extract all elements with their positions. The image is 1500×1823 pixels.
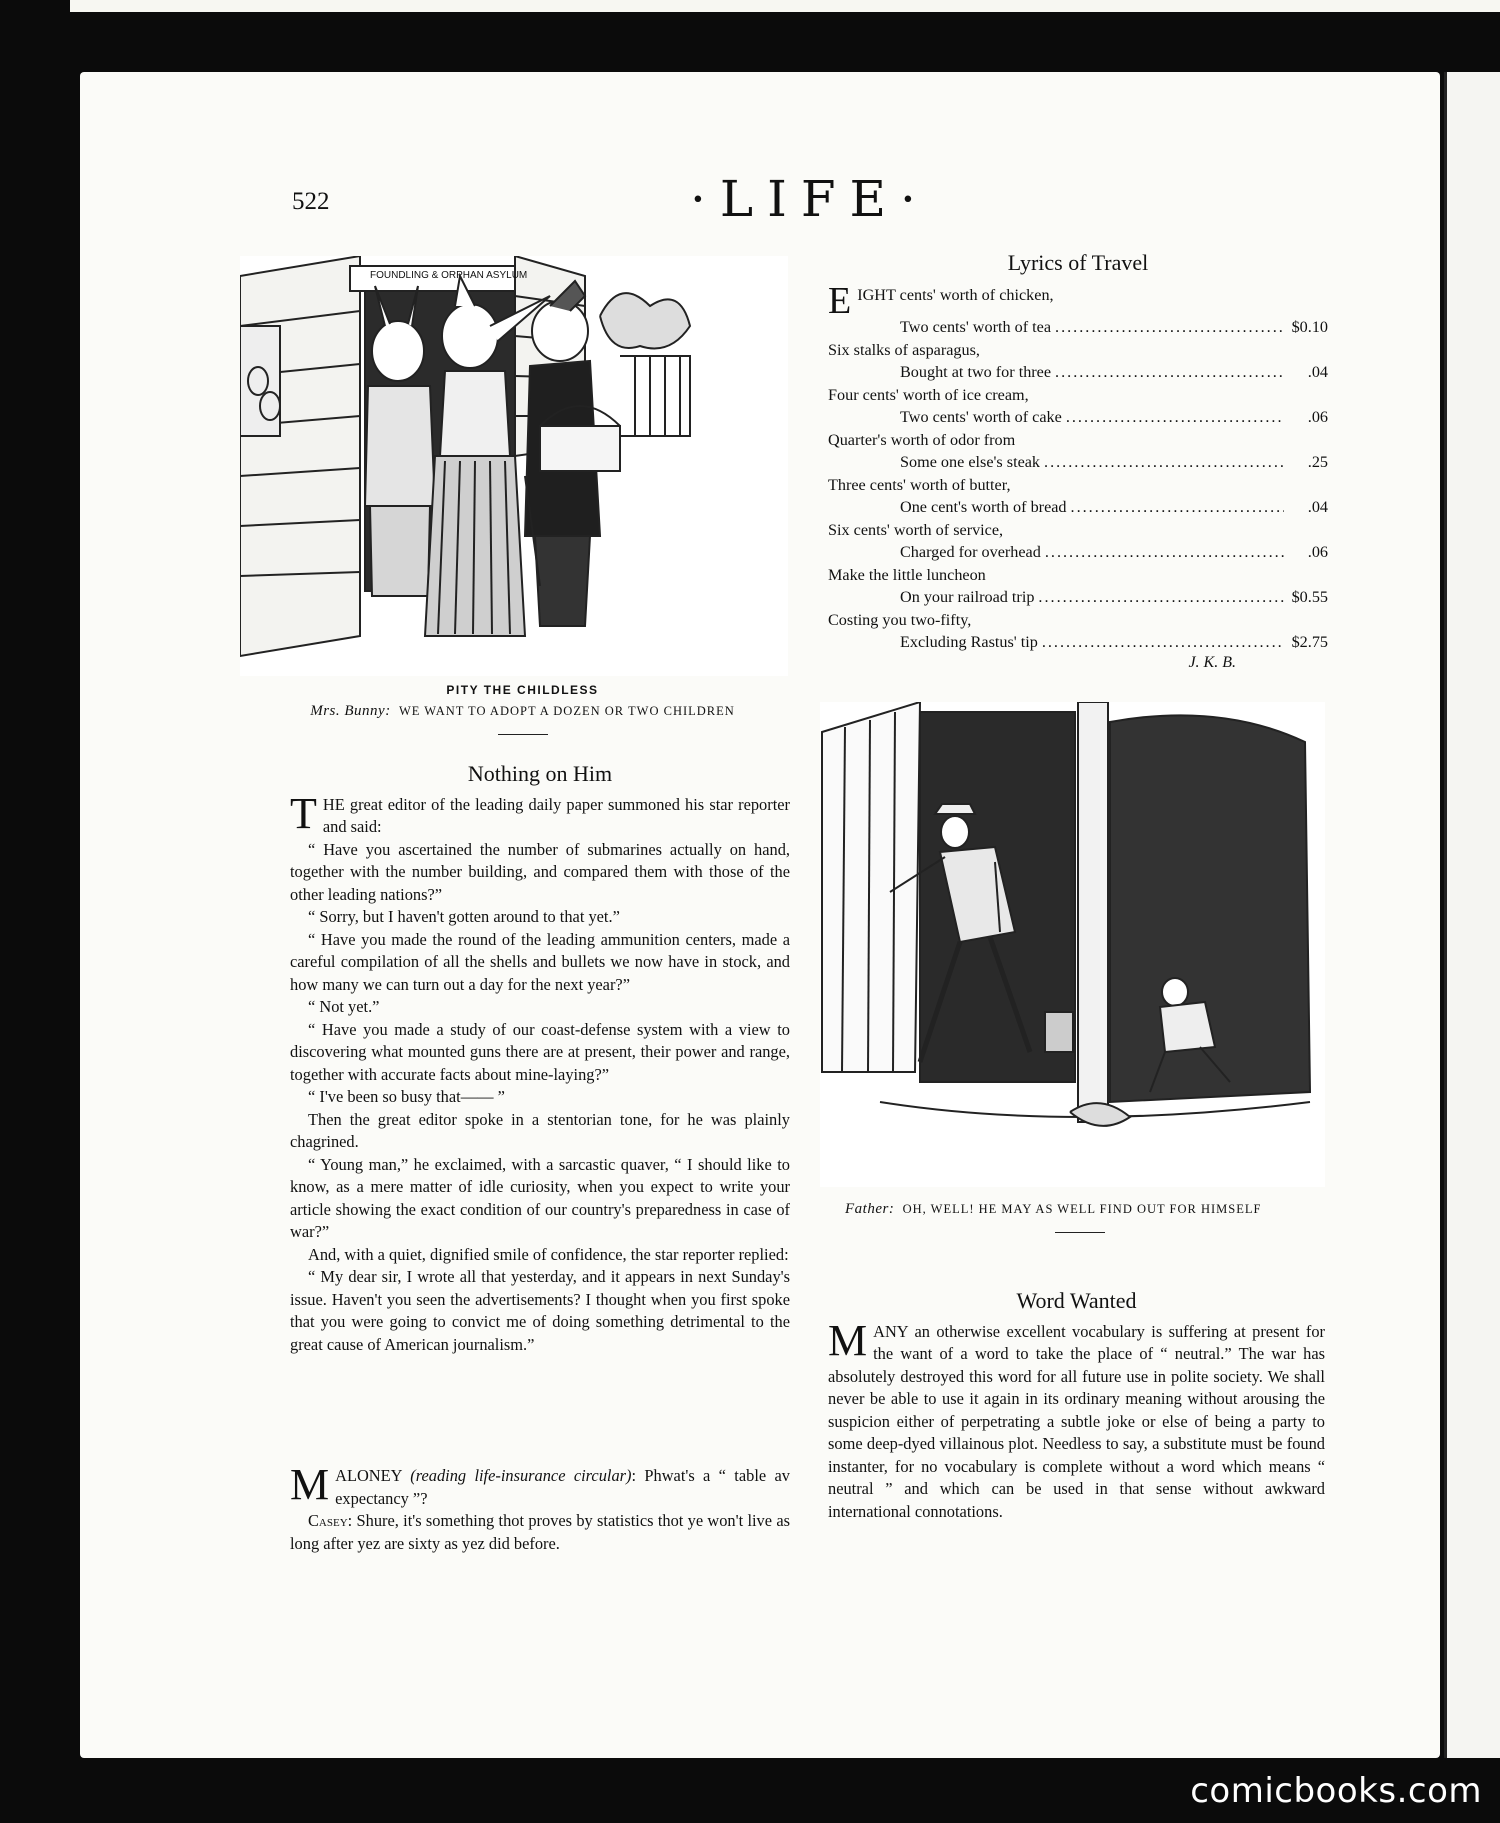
verse-line [828, 519, 1328, 542]
dropcap-letter: E [828, 280, 852, 322]
paragraph: “ Have you made a study of our coast-defense system with a view to discovering what mounted guns there are at present, their power and range, together with accurate facts about mine-laying?” [290, 1019, 790, 1084]
leader-dots [1071, 496, 1284, 519]
nothing-on-him-headline: Nothing on Him [467, 761, 613, 786]
verse-text: Make the little luncheon [828, 565, 986, 584]
paragraph: ANY an otherwise excellent vocabulary is suffering at present for the want of a word to take the place of “ neutral.” The war has absolutely destroyed this word for all future use in polite society. We shall never be able to use it again in its ordinary meaning without arousing the suspicion either of perpetrating a subtle joke or else of being a party to some deep-dyed villainous plot. Needless to say, a substitute must be found instanter, for no vocabulary is complete without a word which means “ neutral ” and which can be used in that sense without awkward international connotations. [828, 1321, 1325, 1521]
maloney-line: : Phwat's a “ table av expectancy ”? [335, 1466, 790, 1508]
verse-line [828, 406, 1328, 429]
lyrics-headline: Lyrics of Travel [1007, 250, 1149, 275]
leader-dots [1045, 541, 1284, 564]
paragraph: “ Have you made the round of the leading ammunition centers, made a careful compilation of all the shells and bullets we now have in stock, and how many we can turn out a day for the next year?” [290, 929, 790, 994]
verse-text: Some one else's steak [900, 453, 1041, 471]
paragraph: “ Not yet.” [308, 997, 380, 1016]
verse-text: Six cents' worth of service, [828, 520, 1004, 539]
bunny-caption-speaker: Mrs. Bunny: [310, 703, 391, 719]
paragraph: HE great editor of the leading daily paper summoned his star reporter and said: [322, 794, 790, 836]
father-caption-dialogue: OH, WELL! HE MAY AS WELL FIND OUT FOR HIMSELF [902, 1202, 1262, 1216]
verse-line [828, 316, 1328, 339]
dropcap-letter: M [828, 1315, 868, 1365]
verse-text: Charged for overhead [900, 543, 1041, 561]
bunny-caption-dialogue: WE WANT TO ADOPT A DOZEN OR TWO CHILDREN [398, 704, 735, 718]
verse-text: Two cents' worth of cake [900, 408, 1062, 426]
maloney-joke [290, 1460, 790, 1555]
father-cartoon-caption [845, 1195, 1315, 1247]
divider-rule [1055, 1232, 1105, 1233]
verse-price: $0.55 [1291, 588, 1328, 606]
verse-line [828, 339, 1328, 362]
verse-price: .06 [1307, 543, 1328, 561]
verse-price: .25 [1307, 453, 1328, 471]
verse-line [828, 631, 1328, 654]
masthead-title: ·LIFE· [690, 170, 930, 228]
verse-text: Bought at two for three [900, 363, 1052, 381]
dropcap-letter: M [290, 1460, 330, 1509]
paragraph: “ I've been so busy that—— ” [308, 1087, 505, 1106]
verse-price: .04 [1307, 498, 1328, 516]
casey-speaker: Casey [308, 1511, 348, 1530]
paragraph: “ Have you ascertained the number of submarines actually on hand, together with the number building, and compared them with those of the other leading nations?” [290, 839, 790, 904]
leader-dots [1042, 631, 1284, 654]
verse-line [828, 586, 1328, 609]
verse-line [828, 361, 1328, 384]
leader-dots [1055, 361, 1284, 384]
word-wanted-headline: Word Wanted [1016, 1288, 1137, 1313]
asylum-sign-text: FOUNDLING & ORPHAN ASYLUM [370, 270, 528, 281]
poem-signature: J. K. B. [1188, 653, 1236, 671]
leader-dots [1055, 316, 1284, 339]
paragraph: And, with a quiet, dignified smile of confidence, the star reporter replied: [308, 1244, 789, 1264]
leader-dots [1044, 451, 1284, 474]
verse-line [828, 451, 1328, 474]
verse-price: $0.10 [1291, 318, 1328, 336]
verse-line [828, 474, 1328, 497]
verse-text: Two cents' worth of tea [900, 318, 1052, 336]
verse-price: .04 [1307, 363, 1328, 381]
verse-price: .06 [1307, 408, 1328, 426]
verse-text: IGHT cents' worth of chicken, [857, 286, 1054, 304]
article-nothing-on-him [290, 763, 790, 1356]
verse-line [828, 384, 1328, 407]
leader-dots [1038, 586, 1284, 609]
leader-dots [1066, 406, 1284, 429]
father-caption-line [845, 1201, 1315, 1218]
page-number: 522 [292, 188, 330, 215]
bunny-caption-title: PITY THE CHILDLESS [446, 683, 599, 697]
top-paper-edge [70, 0, 1500, 12]
site-watermark: comicbooks.com [1190, 1771, 1482, 1811]
verse-text: Excluding Rastus' tip [900, 633, 1038, 651]
bunny-cartoon-illustration [240, 256, 788, 676]
bunny-caption-line [255, 703, 790, 720]
article-word-wanted [828, 1290, 1325, 1523]
verse-line [828, 280, 1328, 322]
paragraph: “ Sorry, but I haven't gotten around to that yet.” [308, 907, 620, 926]
verse-price: $2.75 [1291, 633, 1328, 651]
verse-text: On your railroad trip [900, 588, 1035, 606]
bunny-cartoon-caption [255, 683, 790, 749]
verse-text: Costing you two-fifty, [828, 610, 972, 629]
verse-text: Quarter's worth of odor from [828, 430, 1016, 449]
father-cartoon-drawing [820, 702, 1325, 1182]
maloney-speaker: ALONEY [335, 1466, 402, 1485]
casey-line: : Shure, it's something thot proves by statistics thot ye won't live as long after yez are sixty as yez did before. [290, 1511, 790, 1553]
verse-line [828, 429, 1328, 452]
paragraph: “ My dear sir, I wrote all that yesterday, and it appears in next Sunday's issue. Haven't you seen the advertisements? I thought when you first spoke that you were going to convict me of doing something detrimental to the great cause of American journalism.” [290, 1267, 790, 1354]
facing-page-edge [1447, 72, 1500, 1758]
verse-line [828, 564, 1328, 587]
verse-lines [828, 280, 1328, 654]
poem-lyrics-of-travel [828, 250, 1328, 672]
verse-text: Six stalks of asparagus, [828, 340, 980, 359]
father-cartoon-illustration [820, 702, 1325, 1187]
maloney-aside: (reading life-insurance circular) [410, 1466, 632, 1485]
verse-text: One cent's worth of bread [900, 498, 1067, 516]
verse-line [828, 496, 1328, 519]
verse-text: Three cents' worth of butter, [828, 475, 1011, 494]
paragraph: “ Young man,” he exclaimed, with a sarcastic quaver, “ I should like to know, as a mere matter of idle curiosity, when you expect to write your article showing the exact condition of our country's preparedness in case of war?” [290, 1154, 790, 1241]
father-caption-speaker: Father: [845, 1201, 895, 1217]
verse-text: Four cents' worth of ice cream, [828, 385, 1029, 404]
dropcap-letter: T [290, 788, 317, 838]
bunny-cartoon-drawing [240, 256, 788, 676]
paragraph: Then the great editor spoke in a stentorian tone, for he was plainly chagrined. [290, 1109, 790, 1151]
verse-line [828, 541, 1328, 564]
divider-rule [498, 734, 548, 735]
verse-line [828, 609, 1328, 632]
